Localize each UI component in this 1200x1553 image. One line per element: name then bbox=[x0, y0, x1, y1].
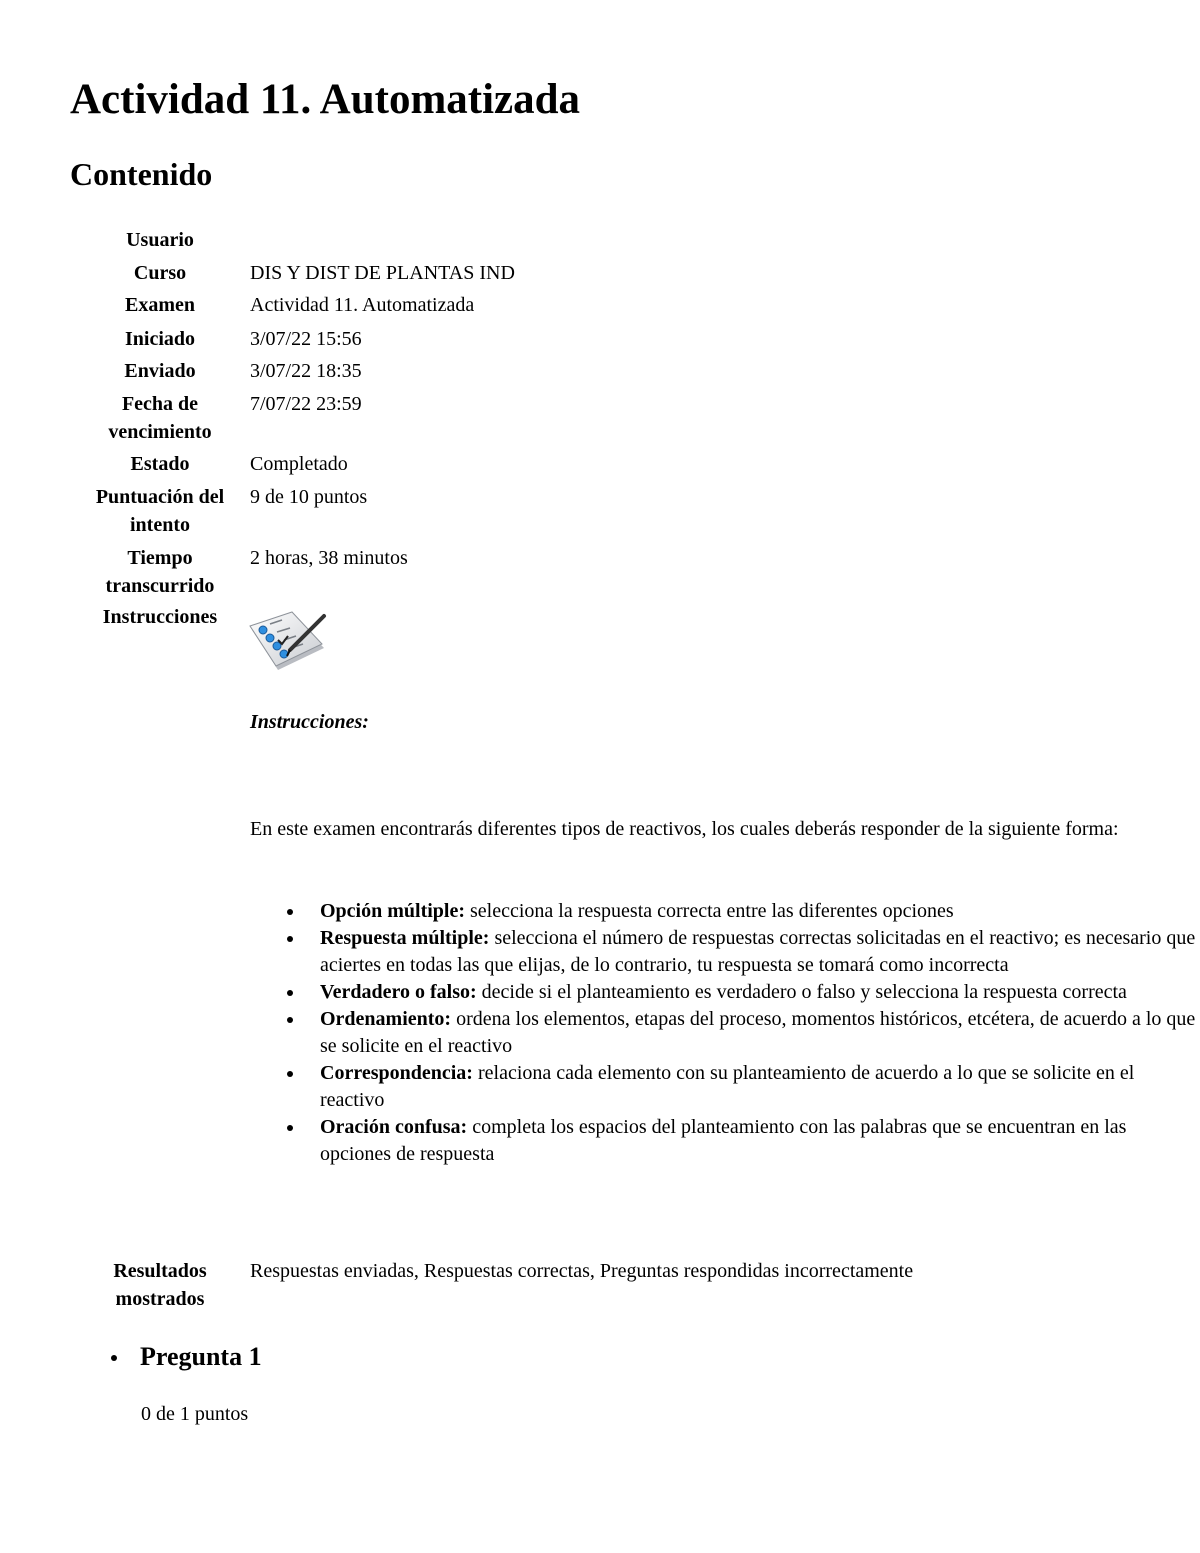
list-item-term: Opción múltiple: bbox=[320, 900, 466, 922]
list-item-correspondencia bbox=[320, 1060, 1200, 1114]
estado-value: Completado bbox=[250, 453, 348, 475]
question-title: Pregunta 1 bbox=[140, 1342, 262, 1371]
list-item-term: Respuesta múltiple: bbox=[320, 927, 490, 949]
list-item-term: Correspondencia: bbox=[320, 1062, 473, 1084]
instructions-list bbox=[250, 898, 1200, 1168]
list-item-desc: selecciona el número de respuestas correctas solicitadas en el reactivo; es necesario que aciertes en todas las que elijas, de lo contrario, tu respuesta se tomará como incorrecta bbox=[320, 927, 1196, 976]
examen-label: Examen bbox=[125, 294, 195, 316]
list-item-term: Verdadero o falso: bbox=[320, 981, 477, 1003]
tiempo-value: 2 horas, 38 minutos bbox=[250, 547, 408, 569]
estado-label: Estado bbox=[130, 453, 190, 475]
curso-value: DIS Y DIST DE PLANTAS IND bbox=[250, 262, 515, 284]
list-item-term: Oración confusa: bbox=[320, 1116, 468, 1138]
instructions-intro: En este examen encontrarás diferentes tipos de reactivos, los cuales deberás responder de la siguiente forma: bbox=[250, 818, 1119, 840]
tiempo-label bbox=[80, 544, 240, 600]
list-item-opcion-multiple bbox=[320, 898, 1200, 925]
puntuacion-value: 9 de 10 puntos bbox=[250, 486, 368, 508]
instructions-heading: Instrucciones: bbox=[250, 711, 369, 733]
tiempo-label-line2: transcurrido bbox=[105, 575, 215, 597]
resultados-label-line2: mostrados bbox=[115, 1288, 205, 1310]
page-title: Actividad 11. Automatizada bbox=[70, 76, 581, 123]
list-item-verdadero-falso bbox=[320, 979, 1200, 1006]
iniciado-value: 3/07/22 15:56 bbox=[250, 328, 362, 350]
list-item-desc: completa los espacios del planteamiento con las palabras que se encuentran en las opciones de respuesta bbox=[320, 1116, 1127, 1165]
resultados-value: Respuestas enviadas, Respuestas correctas, Preguntas respondidas incorrectamente bbox=[250, 1260, 914, 1282]
instrucciones-label: Instrucciones bbox=[102, 606, 218, 628]
list-item-oracion-confusa bbox=[320, 1114, 1200, 1168]
list-item-desc: selecciona la respuesta correcta entre las diferentes opciones bbox=[465, 900, 954, 922]
tiempo-label-line1: Tiempo bbox=[127, 547, 193, 569]
resultados-label-line1: Resultados bbox=[113, 1260, 207, 1282]
enviado-value: 3/07/22 18:35 bbox=[250, 360, 362, 382]
question-bullet bbox=[111, 1355, 117, 1361]
question-score: 0 de 1 puntos bbox=[141, 1403, 249, 1425]
puntuacion-label bbox=[80, 483, 240, 539]
puntuacion-label-line1: Puntuación del bbox=[95, 486, 225, 508]
examen-value: Actividad 11. Automatizada bbox=[250, 294, 475, 316]
list-item-desc: ordena los elementos, etapas del proceso, momentos históricos, etcétera, de acuerdo a lo que se solicite en el reactivo bbox=[320, 1008, 1196, 1057]
enviado-label: Enviado bbox=[124, 360, 196, 382]
section-title: Contenido bbox=[70, 156, 213, 192]
list-item-term: Ordenamiento: bbox=[320, 1008, 452, 1030]
resultados-label bbox=[80, 1257, 240, 1313]
vencimiento-value: 7/07/22 23:59 bbox=[250, 393, 362, 415]
puntuacion-label-line2: intento bbox=[130, 514, 190, 536]
list-item-desc: relaciona cada elemento con su planteamiento de acuerdo a lo que se solicite en el reactivo bbox=[320, 1062, 1135, 1111]
list-item-ordenamiento bbox=[320, 1006, 1200, 1060]
usuario-label: Usuario bbox=[126, 229, 194, 251]
list-item-respuesta-multiple bbox=[320, 925, 1200, 979]
iniciado-label: Iniciado bbox=[124, 328, 196, 350]
curso-label: Curso bbox=[133, 262, 187, 284]
vencimiento-label bbox=[80, 390, 240, 446]
vencimiento-label-line1: Fecha de bbox=[121, 393, 199, 415]
list-item-desc: decide si el planteamiento es verdadero o falso y selecciona la respuesta correcta bbox=[476, 981, 1127, 1003]
vencimiento-label-line2: vencimiento bbox=[108, 421, 212, 443]
checklist-icon bbox=[248, 610, 330, 676]
